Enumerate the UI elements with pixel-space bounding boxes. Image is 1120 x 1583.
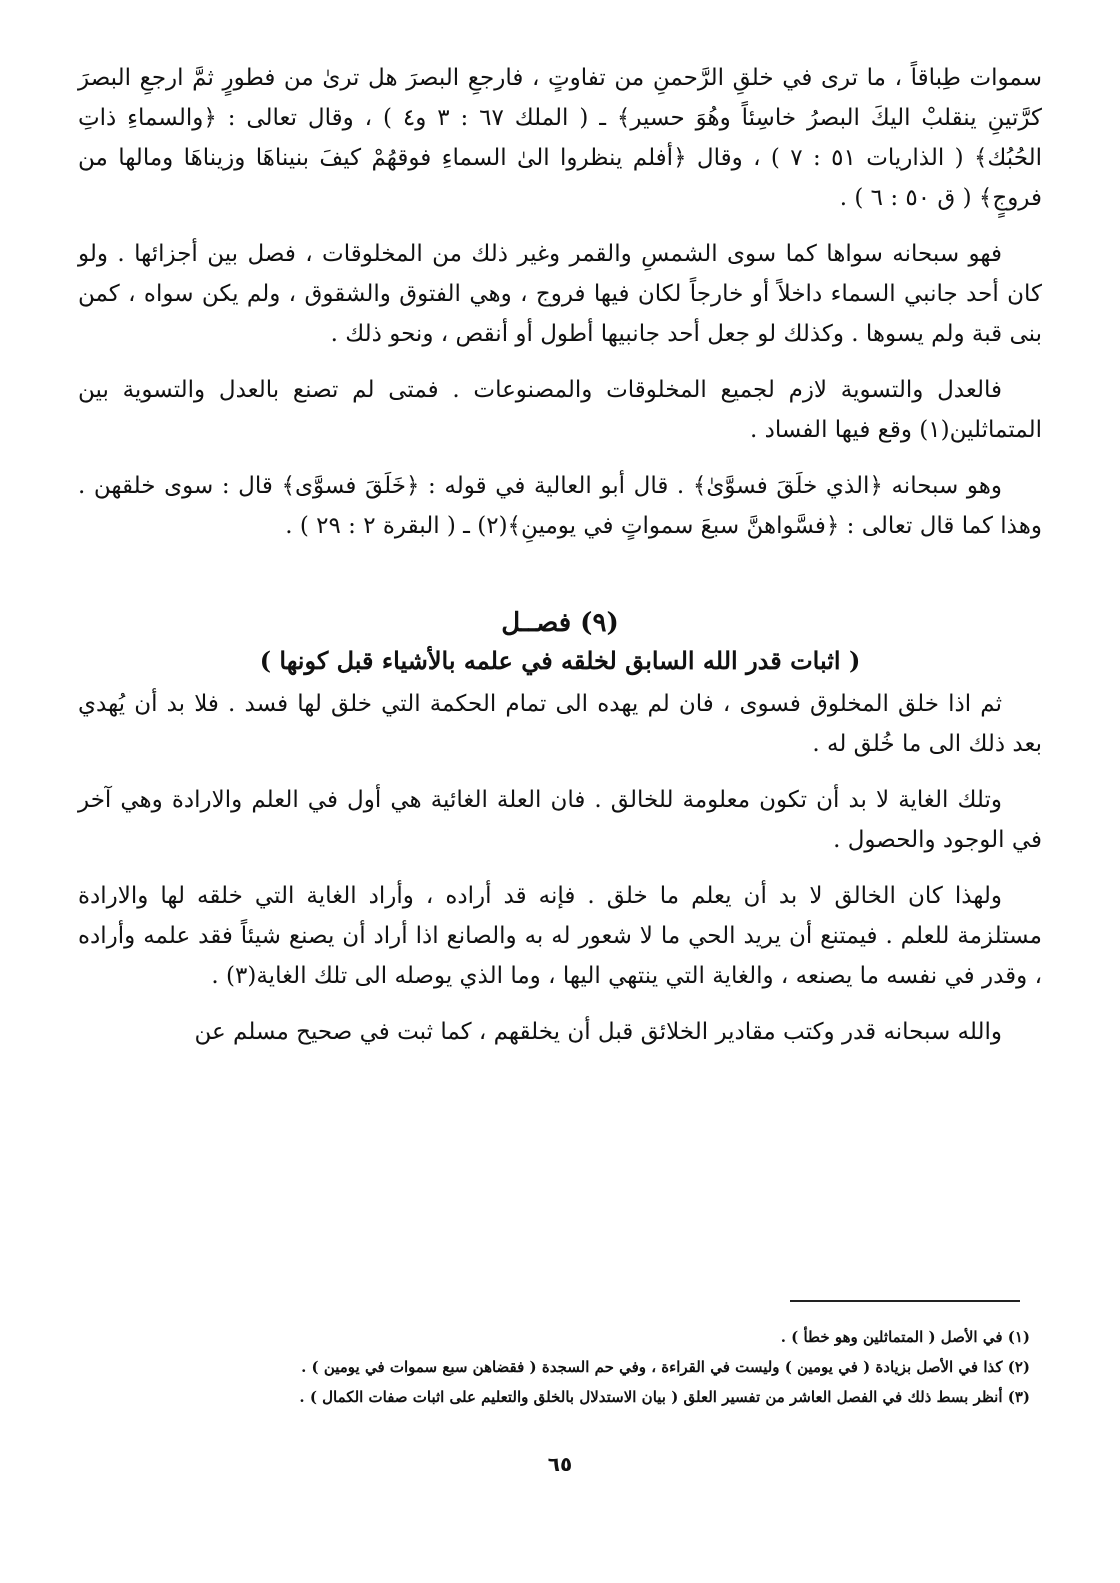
paragraph: وتلك الغاية لا بد أن تكون معلومة للخالق . فان العلة الغائية هي أول في العلم والارادة وهي آخر في الوجود والحصول .	[78, 787, 1042, 853]
paragraph: سموات طِباقاً ، ما ترى في خلقِ الرَّحمنِ من تفاوتٍ ، فارجعِ البصرَ هل ترىٰ من فطورٍ ثمَّ ارجعِ البصرَ كرَّتينِ ينقلبْ اليكَ البصرُ خاسِئاً وهُوَ حسير﴾ ـ ( الملك ٦٧ : ٣ و٤ ) ، وقال تعالى : ﴿والسماءِ ذاتِ الحُبُك﴾ ( الذاريات ٥١ : ٧ ) ، وقال ﴿أفلم ينظروا الىٰ السماءِ فوقهُمْ كيفَ بنيناهَا وزيناهَا ومالها من فروجٍ﴾ ( ق ٥٠ : ٦ ) .	[78, 65, 1042, 211]
paragraph: والله سبحانه قدر وكتب مقادير الخلائق قبل أن يخلقهم ، كما ثبت في صحيح مسلم عن	[194, 1019, 1002, 1045]
page-body	[78, 58, 1042, 1068]
footnote-divider	[790, 1300, 1020, 1302]
section-subtitle: ( اثبات قدر الله السابق لخلقه في علمه بالأشياء قبل كونها )	[259, 646, 861, 675]
paragraph: ثم اذا خلق المخلوق فسوى ، فان لم يهده الى تمام الحكمة التي خلق لها فسد . فلا بد أن يُهدي بعد ذلك الى ما خُلق له .	[78, 691, 1042, 757]
paragraph: وهو سبحانه ﴿الذي خلَقَ فسوَّىٰ﴾ . قال أبو العالية في قوله : ﴿خَلَقَ فسوَّى﴾ قال : سوى خلقهن . وهذا كما قال تعالى : ﴿فسَّواهنَّ سبعَ سمواتٍ في يومينِ﴾(٢) ـ ( البقرة ٢ : ٢٩ ) .	[78, 473, 1042, 539]
paragraph: فالعدل والتسوية لازم لجميع المخلوقات والمصنوعات . فمتى لم تصنع بالعدل والتسوية بين المتماثلين(١) وقع فيها الفساد .	[78, 377, 1042, 443]
paragraph: فهو سبحانه سواها كما سوى الشمسِ والقمر وغير ذلك من المخلوقات ، فصل بين أجزائها . ولو كان أحد جانبي السماء داخلاً أو خارجاً لكان فيها فروج ، وهي الفتوق والشقوق ، ولم يكن سواه ، كمن بنى قبة ولم يسوها . وكذلك لو جعل أحد جانبيها أطول أو أنقص ، ونحو ذلك .	[78, 241, 1042, 347]
footnote: (١) في الأصل ( المتماثلين وهو خطأ ) .	[780, 1328, 1030, 1346]
footnotes	[78, 1322, 1030, 1412]
paragraph: ولهذا كان الخالق لا بد أن يعلم ما خلق . فإنه قد أراده ، وأراد الغاية التي خلقه لها والارادة مستلزمة للعلم . فيمتنع أن يريد الحي ما لا شعور له به والصانع اذا أراد أن يصنع شيئاً فقد علمه وأراده ، وقدر في نفسه ما يصنعه ، والغاية التي ينتهي اليها ، وما الذي يوصله الى تلك الغاية(٣) .	[78, 883, 1042, 989]
footnote: (٣) أنظر بسط ذلك في الفصل العاشر من تفسير العلق ( بيان الاستدلال بالخلق والتعليم على اثبات صفات الكمال ) .	[299, 1388, 1030, 1406]
page-number: ٦٥	[547, 1452, 573, 1476]
section-heading	[78, 604, 1042, 680]
footnote: (٢) كذا في الأصل بزيادة ( في يومين ) وليست في القراءة ، وفي حم السجدة ( فقضاهن سبع سموات في يومين ) .	[301, 1358, 1030, 1376]
section-title: (٩) فصــل	[501, 608, 619, 638]
